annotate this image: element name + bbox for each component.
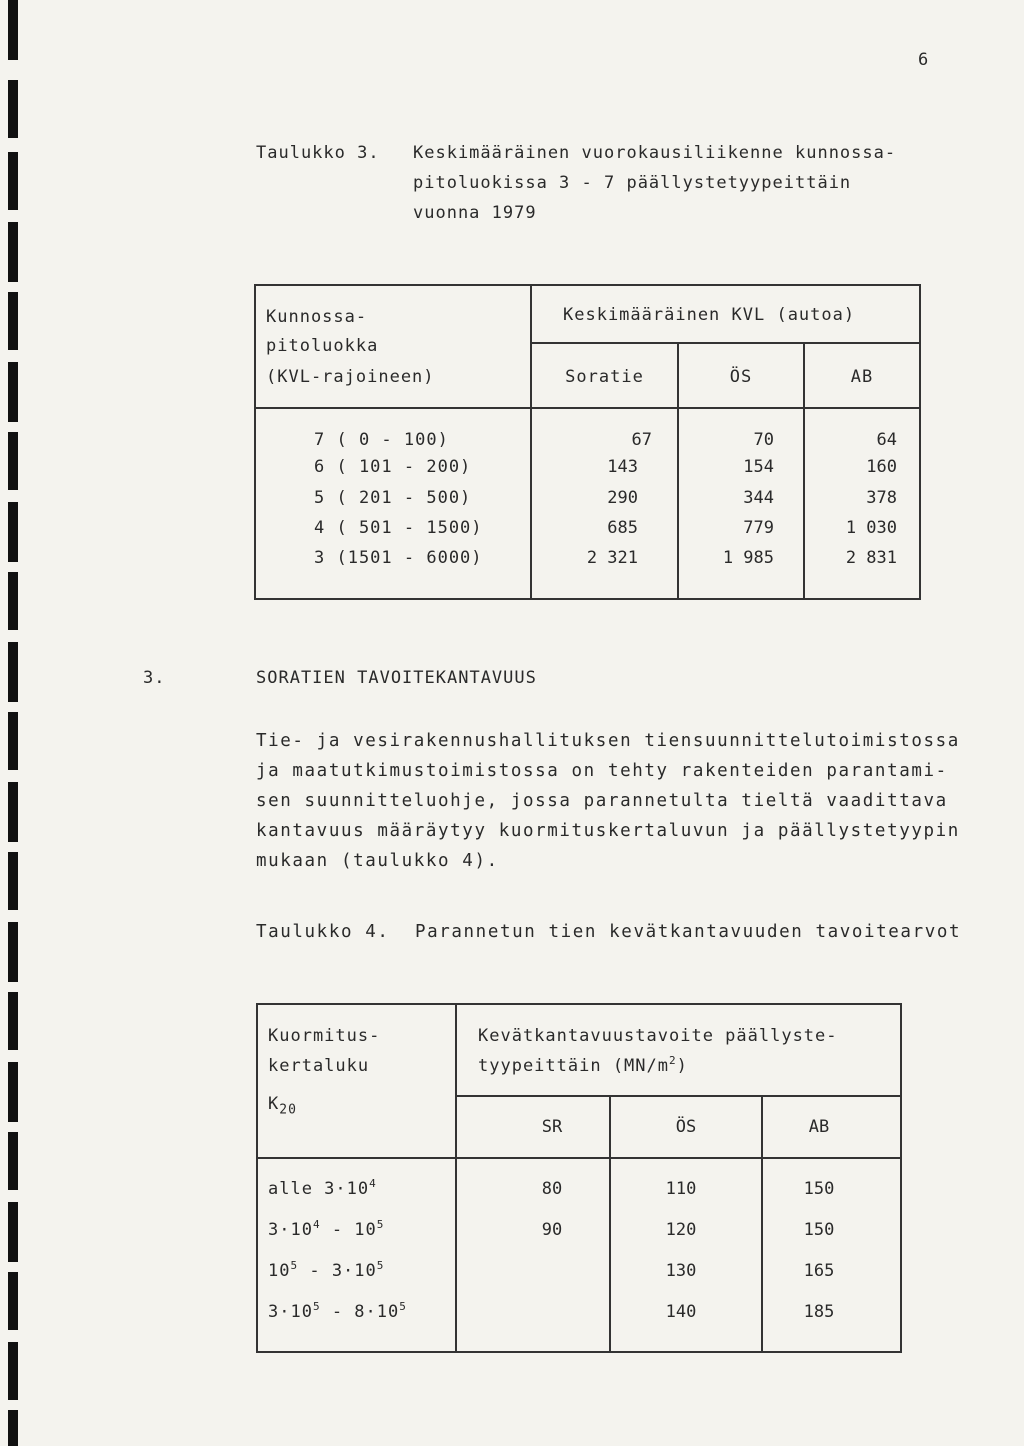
table3-row-class: 5 ( 201 - 500) <box>314 488 472 508</box>
table4-cell: 185 <box>803 1302 835 1322</box>
table4-row-label: $3\cdot 10^4 - 10^5$ <box>268 1218 385 1240</box>
table4-header-symbol: $K_{20}$ <box>268 1094 297 1118</box>
paragraph-line: mukaan (taulukko 4). <box>256 851 499 871</box>
table4-cell: 80 <box>541 1179 563 1199</box>
table3-row-class: 4 ( 501 - 1500) <box>314 518 483 538</box>
table3-header-class-1: Kunnossa- <box>266 307 368 327</box>
table4-col-os: ÖS <box>675 1117 697 1137</box>
table4-caption-label: Taulukko 4. <box>256 922 390 942</box>
table3-caption-line-3: vuonna 1979 <box>413 203 537 223</box>
table3-cell: 2 831 <box>845 548 897 568</box>
section-number: 3. <box>143 668 166 688</box>
table4-row-label: alle $3\cdot 10^4$ <box>268 1177 377 1199</box>
table4-row-label: $10^5 - 3\cdot 10^5$ <box>268 1259 385 1281</box>
table3-row-class: 3 (1501 - 6000) <box>314 548 483 568</box>
table3-cell: 64 <box>876 430 897 450</box>
table3-cell: 70 <box>753 430 774 450</box>
table3-col-ab: AB <box>850 367 874 387</box>
table3-header-class-3: (KVL-rajoineen) <box>266 367 435 387</box>
table4-cell: 150 <box>803 1220 835 1240</box>
table3-cell: 290 <box>607 488 638 508</box>
table3-cell: 779 <box>743 518 774 538</box>
table3-col-os: ÖS <box>729 367 753 387</box>
table3-row-class: 6 ( 101 - 200) <box>314 457 472 477</box>
section-title: SORATIEN TAVOITEKANTAVUUS <box>256 668 537 688</box>
table3-header-class-2: pitoluokka <box>266 336 379 356</box>
table3-cell: 67 <box>631 430 652 450</box>
table4-cell: 110 <box>665 1179 697 1199</box>
table3-cell: 1 985 <box>722 548 774 568</box>
table3-cell: 154 <box>743 457 774 477</box>
table4-col-ab: AB <box>808 1117 830 1137</box>
table4-header-left-2: kertaluku <box>268 1056 370 1076</box>
table4-cell: 130 <box>665 1261 697 1281</box>
table3-caption-label: Taulukko 3. <box>256 143 380 163</box>
table3-col-soratie: Soratie <box>565 367 644 387</box>
table3-cell: 2 321 <box>586 548 638 568</box>
paragraph-line: Tie- ja vesirakennushallituksen tiensuunnittelutoimistossa <box>256 731 960 751</box>
table3-cell: 143 <box>607 457 638 477</box>
table3-row-class: 7 ( 0 - 100) <box>314 430 449 450</box>
table3-header-group: Keskimääräinen KVL (autoa) <box>563 305 856 325</box>
table3-cell: 160 <box>866 457 897 477</box>
table4-cell: 165 <box>803 1261 835 1281</box>
table3-cell: 378 <box>866 488 897 508</box>
table4-header-group-2: tyypeittäin $(MN/m^2)$ <box>478 1054 688 1076</box>
table4-row-label: $3\cdot 10^5 - 8\cdot 10^5$ <box>268 1300 407 1322</box>
table3-cell: 1 030 <box>845 518 897 538</box>
table3-caption-line-1: Keskimääräinen vuorokausiliikenne kunnossa- <box>413 143 897 163</box>
table4-caption-text: Parannetun tien kevätkantavuuden tavoitearvot <box>415 922 962 942</box>
page-number: 6 <box>918 50 930 70</box>
table3-cell: 344 <box>743 488 774 508</box>
table4-cell: 90 <box>541 1220 563 1240</box>
table4-cell: 120 <box>665 1220 697 1240</box>
table3-cell: 685 <box>607 518 638 538</box>
table4-header-left-1: Kuormitus- <box>268 1026 381 1046</box>
paragraph-line: ja maatutkimustoimistossa on tehty rakenteiden parantami- <box>256 761 948 781</box>
table4-col-sr: SR <box>541 1117 563 1137</box>
paragraph-line: kantavuus määräytyy kuormituskertaluvun ja päällystetyypin <box>256 821 960 841</box>
paragraph-line: sen suunnitteluohje, jossa parannetulta tieltä vaadittava <box>256 791 948 811</box>
table4-header-group-1: Kevätkantavuustavoite päällyste- <box>478 1026 838 1046</box>
table4-cell: 150 <box>803 1179 835 1199</box>
table4-cell: 140 <box>665 1302 697 1322</box>
table3-caption-line-2: pitoluokissa 3 - 7 päällystetyypeittäin <box>413 173 852 193</box>
